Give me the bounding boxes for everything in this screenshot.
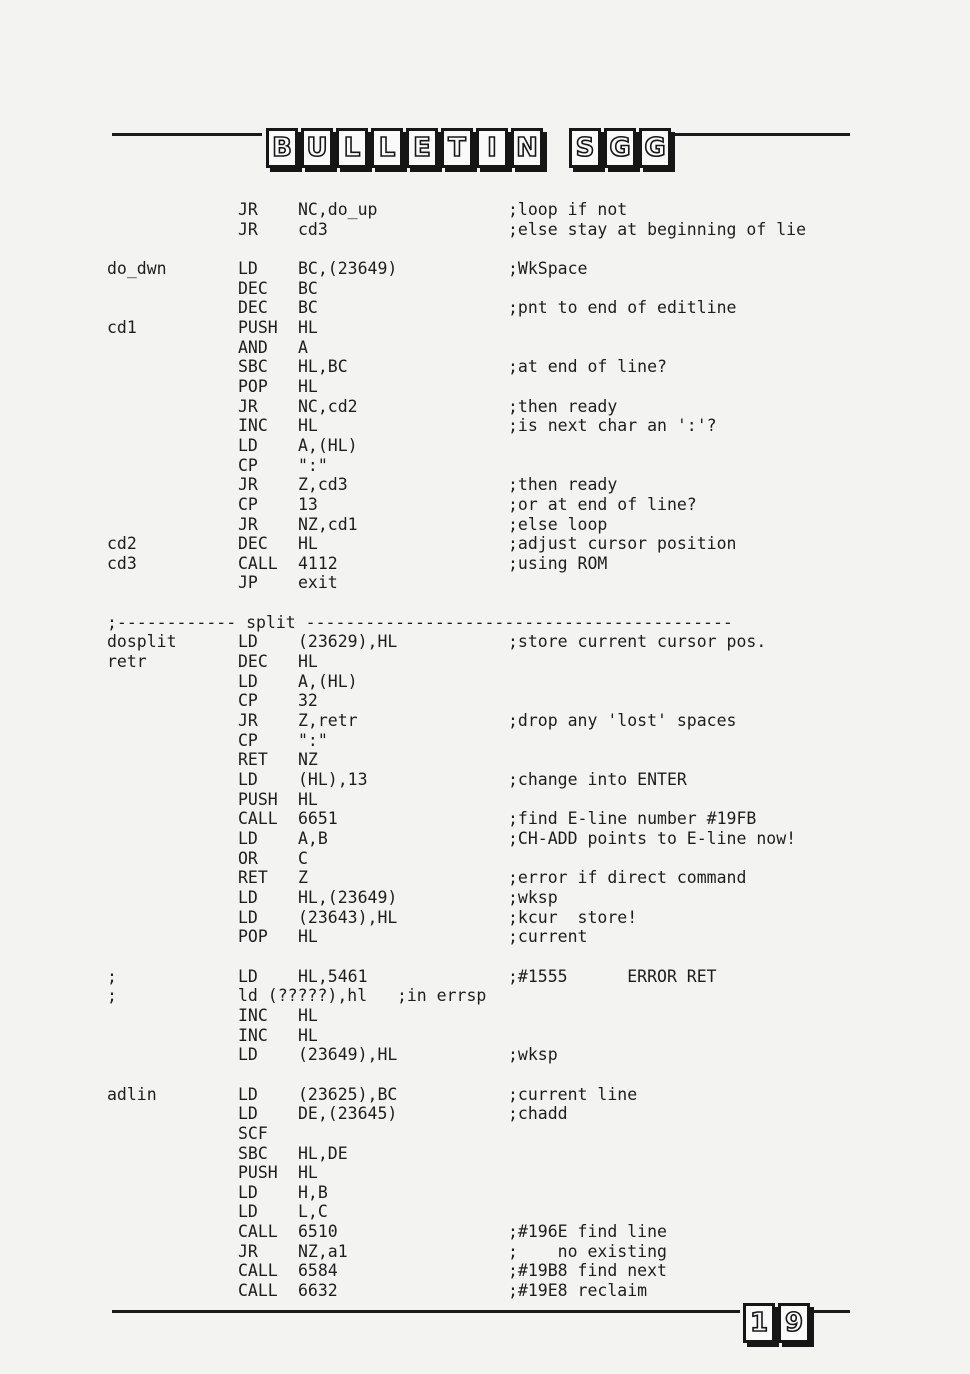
code-line <box>0 691 970 711</box>
code-operand: HL <box>298 317 318 337</box>
code-line <box>0 357 970 377</box>
masthead-letter: U <box>301 128 333 168</box>
code-operand: HL,(23649) <box>298 887 398 907</box>
code-comment: ;current line <box>508 1084 638 1104</box>
blank-line <box>0 239 970 259</box>
code-operand: NZ,cd1 <box>298 514 358 534</box>
blank-line <box>0 593 970 613</box>
code-mnemonic: CALL <box>238 809 278 829</box>
code-line <box>0 1085 970 1105</box>
masthead-letter: S <box>569 128 601 168</box>
code-line <box>0 200 970 220</box>
code-mnemonic: DEC <box>238 278 268 298</box>
code-mnemonic: ld (?????),hl ;in errsp <box>238 986 487 1006</box>
blank-line <box>0 1065 970 1085</box>
code-line <box>0 632 970 652</box>
code-line <box>0 927 970 947</box>
code-operand: HL <box>298 376 318 396</box>
code-mnemonic: JR <box>238 475 258 495</box>
code-mnemonic: PUSH <box>238 317 278 337</box>
masthead-letter: N <box>511 128 543 168</box>
code-line <box>0 809 970 829</box>
code-operand: HL <box>298 534 318 554</box>
code-mnemonic: LD <box>238 966 258 986</box>
code-comment: ;WkSpace <box>508 258 588 278</box>
code-operand: A,(HL) <box>298 671 358 691</box>
code-operand: HL <box>298 789 318 809</box>
code-line <box>0 868 970 888</box>
code-mnemonic: LD <box>238 1104 258 1124</box>
code-comment: ;error if direct command <box>508 868 747 888</box>
code-comment: ;at end of line? <box>508 357 667 377</box>
code-line <box>0 1124 970 1144</box>
code-operand: HL <box>298 1163 318 1183</box>
code-line <box>0 397 970 417</box>
code-line <box>0 1045 970 1065</box>
code-label: adlin <box>107 1084 157 1104</box>
code-mnemonic: LD <box>238 829 258 848</box>
code-mnemonic: JR <box>238 219 258 239</box>
code-operand: A,B <box>298 829 328 848</box>
code-comment: ;chadd <box>508 1104 568 1124</box>
masthead-letter: B <box>266 128 298 168</box>
code-line <box>0 750 970 770</box>
code-line <box>0 613 970 633</box>
code-comment: ;pnt to end of editline <box>508 298 737 318</box>
code-line <box>0 554 970 574</box>
code-mnemonic: JP <box>238 573 258 593</box>
code-operand: HL <box>298 1005 318 1025</box>
code-operand: BC <box>298 298 318 318</box>
code-comment: ; no existing <box>508 1241 667 1261</box>
code-comment: ;else loop <box>508 514 608 534</box>
code-operand: BC <box>298 278 318 298</box>
code-operand: HL,DE <box>298 1143 348 1163</box>
code-line <box>0 1202 970 1222</box>
code-mnemonic: LD <box>238 258 258 278</box>
page-number <box>740 1303 813 1349</box>
code-line <box>0 986 970 1006</box>
code-mnemonic: LD <box>238 1202 258 1222</box>
code-comment: ;find E-line number #19FB <box>508 809 757 829</box>
code-label: ; <box>107 986 117 1006</box>
code-line <box>0 220 970 240</box>
code-line <box>0 1242 970 1262</box>
code-operand: HL,5461 <box>298 966 368 986</box>
code-line <box>0 475 970 495</box>
masthead-letter: L <box>371 128 403 168</box>
code-comment: ;#19B8 find next <box>508 1261 667 1281</box>
code-comment: ;#19E8 reclaim <box>508 1281 648 1301</box>
code-mnemonic: LD <box>238 671 258 691</box>
code-operand: HL,BC <box>298 357 348 377</box>
code-operand: A,(HL) <box>298 435 358 455</box>
code-operand: NC,do_up <box>298 200 378 219</box>
code-mnemonic: AND <box>238 337 268 357</box>
code-comment: ;current <box>508 927 588 947</box>
code-comment: ;adjust cursor position <box>508 534 737 554</box>
code-operand: BC,(23649) <box>298 258 398 278</box>
code-line <box>0 1104 970 1124</box>
code-mnemonic: CP <box>238 730 258 750</box>
code-line <box>0 318 970 338</box>
code-operand: Z,cd3 <box>298 475 348 495</box>
code-label: retr <box>107 652 147 672</box>
code-mnemonic: LD <box>238 1182 258 1202</box>
code-operand: 6510 <box>298 1222 338 1242</box>
code-mnemonic: CALL <box>238 1261 278 1281</box>
code-mnemonic: SBC <box>238 357 268 377</box>
code-mnemonic: JR <box>238 200 258 219</box>
code-mnemonic: JR <box>238 1241 258 1261</box>
code-comment: ;store current cursor pos. <box>508 632 767 652</box>
code-mnemonic: DEC <box>238 534 268 554</box>
code-comment: ;change into ENTER <box>508 770 687 790</box>
code-operand: HL <box>298 927 318 947</box>
code-comment: ;#196E find line <box>508 1222 667 1242</box>
section-divider: ;------------ split ------------------------------------------- <box>107 612 733 632</box>
code-mnemonic: PUSH <box>238 1163 278 1183</box>
masthead-letter: E <box>406 128 438 168</box>
code-operand: DE,(23645) <box>298 1104 398 1124</box>
blank-line <box>0 947 970 967</box>
code-mnemonic: PUSH <box>238 789 278 809</box>
code-comment: ;wksp <box>508 887 558 907</box>
code-line <box>0 731 970 751</box>
masthead-letter: I <box>476 128 508 168</box>
code-operand: (23643),HL <box>298 907 398 927</box>
code-mnemonic: LD <box>238 435 258 455</box>
code-line <box>0 1163 970 1183</box>
code-mnemonic: INC <box>238 1005 268 1025</box>
code-comment: ;drop any 'lost' spaces <box>508 711 737 731</box>
code-operand: (23649),HL <box>298 1045 398 1065</box>
code-label: cd1 <box>107 317 137 337</box>
code-line <box>0 436 970 456</box>
code-mnemonic: INC <box>238 1025 268 1045</box>
code-comment: ;using ROM <box>508 553 608 573</box>
code-mnemonic: SCF <box>238 1123 268 1143</box>
masthead-gap <box>546 128 566 168</box>
code-mnemonic: DEC <box>238 652 268 672</box>
code-line <box>0 1261 970 1281</box>
masthead-letter: T <box>441 128 473 168</box>
code-line <box>0 1183 970 1203</box>
code-mnemonic: LD <box>238 1045 258 1065</box>
code-line <box>0 790 970 810</box>
code-comment: ;CH-ADD points to E-line now! <box>508 829 797 848</box>
code-line <box>0 495 970 515</box>
code-line <box>0 652 970 672</box>
code-operand: HL <box>298 1025 318 1045</box>
code-comment: ;then ready <box>508 396 618 416</box>
code-line <box>0 967 970 987</box>
code-line <box>0 338 970 358</box>
code-line <box>0 1144 970 1164</box>
code-line <box>0 259 970 279</box>
code-line <box>0 829 970 849</box>
code-label: do_dwn <box>107 258 167 278</box>
code-operand: cd3 <box>298 219 328 239</box>
code-mnemonic: RET <box>238 868 268 888</box>
code-line <box>0 1281 970 1301</box>
code-mnemonic: LD <box>238 887 258 907</box>
code-operand: NC,cd2 <box>298 396 358 416</box>
assembly-listing <box>0 200 970 1301</box>
code-operand: Z,retr <box>298 711 358 731</box>
code-line <box>0 1006 970 1026</box>
code-mnemonic: CP <box>238 691 258 711</box>
code-operand: (23629),HL <box>298 632 398 652</box>
code-mnemonic: OR <box>238 848 258 868</box>
masthead-letter: G <box>639 128 671 168</box>
code-label: ; <box>107 966 117 986</box>
code-comment: ;then ready <box>508 475 618 495</box>
code-mnemonic: POP <box>238 927 268 947</box>
code-mnemonic: CALL <box>238 1222 278 1242</box>
code-line <box>0 888 970 908</box>
code-comment: ;wksp <box>508 1045 558 1065</box>
code-mnemonic: CP <box>238 455 258 475</box>
code-label: dosplit <box>107 632 177 652</box>
code-operand: 6584 <box>298 1261 338 1281</box>
code-operand: exit <box>298 573 338 593</box>
code-mnemonic: JR <box>238 711 258 731</box>
page-number-digit: 1 <box>743 1303 775 1343</box>
code-comment: ;#1555 ERROR RET <box>508 966 717 986</box>
code-line <box>0 416 970 436</box>
code-mnemonic: DEC <box>238 298 268 318</box>
code-mnemonic: LD <box>238 907 258 927</box>
code-operand: 6651 <box>298 809 338 829</box>
code-line <box>0 1222 970 1242</box>
code-line <box>0 770 970 790</box>
code-operand: (23625),BC <box>298 1084 398 1104</box>
code-comment: ;or at end of line? <box>508 494 697 514</box>
bulletin-sgg-masthead <box>262 128 675 174</box>
code-line <box>0 849 970 869</box>
code-mnemonic: CALL <box>238 1281 278 1301</box>
code-mnemonic: CP <box>238 494 258 514</box>
code-comment: ;else stay at beginning of lie <box>508 219 807 239</box>
code-line <box>0 515 970 535</box>
masthead-letter: L <box>336 128 368 168</box>
code-operand: 6632 <box>298 1281 338 1301</box>
code-mnemonic: JR <box>238 514 258 534</box>
code-operand: Z <box>298 868 308 888</box>
code-operand: (HL),13 <box>298 770 368 790</box>
code-line <box>0 672 970 692</box>
code-operand: ":" <box>298 455 328 475</box>
code-comment: ;is next char an ':'? <box>508 416 717 436</box>
code-line <box>0 711 970 731</box>
code-operand: A <box>298 337 308 357</box>
code-operand: C <box>298 848 308 868</box>
code-mnemonic: INC <box>238 416 268 436</box>
code-operand: ":" <box>298 730 328 750</box>
code-operand: 4112 <box>298 553 338 573</box>
code-comment: ;kcur store! <box>508 907 638 927</box>
code-operand: HL <box>298 652 318 672</box>
masthead-letter: G <box>604 128 636 168</box>
code-operand: L,C <box>298 1202 328 1222</box>
code-label: cd2 <box>107 534 137 554</box>
code-label: cd3 <box>107 553 137 573</box>
code-comment: ;loop if not <box>508 200 628 219</box>
code-line <box>0 279 970 299</box>
page-number-digit: 9 <box>778 1303 810 1343</box>
code-line <box>0 377 970 397</box>
code-mnemonic: POP <box>238 376 268 396</box>
code-line <box>0 298 970 318</box>
code-mnemonic: LD <box>238 1084 258 1104</box>
code-line <box>0 456 970 476</box>
code-operand: HL <box>298 416 318 436</box>
code-mnemonic: JR <box>238 396 258 416</box>
code-operand: NZ,a1 <box>298 1241 348 1261</box>
code-mnemonic: LD <box>238 770 258 790</box>
code-line <box>0 1026 970 1046</box>
code-mnemonic: RET <box>238 750 268 770</box>
code-line <box>0 534 970 554</box>
code-line <box>0 573 970 593</box>
code-operand: 13 <box>298 494 318 514</box>
code-line <box>0 908 970 928</box>
code-mnemonic: LD <box>238 632 258 652</box>
code-operand: H,B <box>298 1182 328 1202</box>
code-operand: NZ <box>298 750 318 770</box>
code-mnemonic: SBC <box>238 1143 268 1163</box>
code-operand: 32 <box>298 691 318 711</box>
code-mnemonic: CALL <box>238 553 278 573</box>
